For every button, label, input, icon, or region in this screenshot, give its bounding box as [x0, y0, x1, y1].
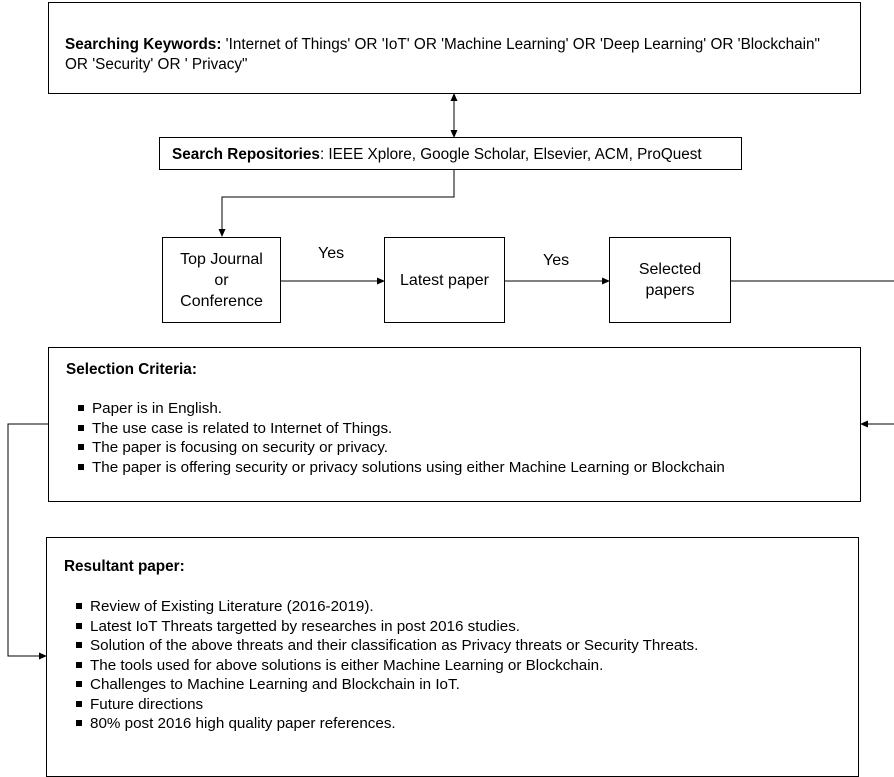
- list-item: Review of Existing Literature (2016-2019).: [76, 597, 858, 617]
- list-item: Challenges to Machine Learning and Blockchain in IoT.: [76, 675, 858, 695]
- top-journal-line3: Conference: [180, 292, 263, 310]
- yes-label-1: Yes: [318, 245, 345, 262]
- selected-line1: Selected: [638, 261, 702, 278]
- resultant-paper-list: [76, 597, 858, 734]
- list-item: The paper is focusing on security or privacy.: [78, 438, 860, 458]
- repositories-topjournal-arrow: [222, 170, 454, 236]
- selection-criteria-list: [78, 399, 860, 477]
- selection-criteria-box: [48, 347, 861, 502]
- list-item: The paper is offering security or privacy solutions using either Machine Learning or Blockchain: [78, 458, 860, 478]
- criteria-resultant-arrow: [8, 424, 48, 656]
- selected-line2: papers: [645, 282, 695, 299]
- top-journal-line2: or: [214, 271, 229, 289]
- keywords-line1: [65, 35, 860, 55]
- list-item: The use case is related to Internet of Things.: [78, 419, 860, 439]
- list-item: Future directions: [76, 695, 858, 715]
- list-item: Solution of the above threats and their classification as Privacy threats or Security Threats.: [76, 636, 858, 656]
- searching-keywords-box: [48, 2, 861, 94]
- list-item: Latest IoT Threats targetted by researches in post 2016 studies.: [76, 617, 858, 637]
- top-journal-box: [162, 237, 281, 323]
- yes-label-2: Yes: [543, 252, 570, 269]
- list-item: 80% post 2016 high quality paper references.: [76, 714, 858, 734]
- top-journal-line1: Top Journal: [180, 250, 263, 268]
- repositories-text: : IEEE Xplore, Google Scholar, Elsevier, ACM, ProQuest: [319, 146, 702, 163]
- list-item: The tools used for above solutions is either Machine Learning or Blockchain.: [76, 656, 858, 676]
- list-item: Paper is in English.: [78, 399, 860, 419]
- search-repositories-box: [159, 137, 742, 170]
- resultant-paper-box: [46, 537, 859, 777]
- keywords-text-1: 'Internet of Things' OR 'IoT' OR 'Machine Learning' OR 'Deep Learning' OR 'Blockchain": [225, 36, 820, 53]
- keywords-text-2: OR 'Security' OR ' Privacy": [65, 56, 248, 73]
- keywords-label: Searching Keywords:: [65, 36, 222, 53]
- resultant-paper-title: Resultant paper:: [64, 558, 185, 575]
- latest-paper-label: Latest paper: [400, 271, 489, 289]
- latest-paper-box: [384, 237, 505, 323]
- selected-papers-box: [609, 237, 731, 323]
- repositories-label: Search Repositories: [172, 146, 320, 163]
- selection-criteria-title: Selection Criteria:: [66, 361, 197, 378]
